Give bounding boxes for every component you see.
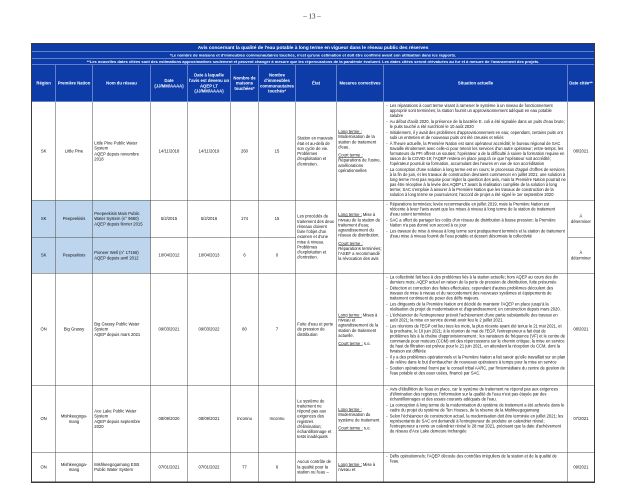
date-citee-cell: 08/2021 <box>568 102 595 201</box>
situation-item: - La conception à long terme de la modernisation du système de traitement a été achevée dans le cadre du projet du système de Ten Houses, de la réserve de la Mishkeegogamang <box>385 403 566 413</box>
table-row-mishkeegogamang-esb <box>32 452 595 482</box>
table-row-big-grassy <box>32 273 595 385</box>
date-cell: 07/01/2021 <box>151 452 188 482</box>
reseau-cell <box>93 452 151 482</box>
mesures-long-label: Long terme : <box>338 407 362 412</box>
col-header-situation-actuelle: Situation actuelle <box>384 65 568 102</box>
reseau-sub: AQEP depuis novembre 2018 <box>94 151 140 162</box>
region-cell: SK <box>32 102 56 201</box>
reseau-name: Peepeekisis Main Public Water System (n° 9660) <box>94 210 140 221</box>
date-aqep-cell: 14/11/2019 <box>188 102 231 201</box>
situation-cell <box>384 273 568 385</box>
maisons-cell: 260 <box>231 102 259 201</box>
situation-item: - Soutien opérationnel fourni par le conseil tribal AARC, par l'intermédiaire du centre de gestion de l'eau potable et des eaux usées, financé par SAC. <box>385 366 566 376</box>
immeubles-cell: 15 <box>259 200 296 237</box>
date-aqep-cell: 10/04/2013 <box>188 237 231 273</box>
situation-item: - Réparations terminées; levée recommandée en juillet 2019, mais la Première Nation est réticente à lever l'avis avant que les mises à niveau à long terme de la station de traitement d'eau soient terminées <box>385 202 566 217</box>
col-header-date-citee: Date citée** <box>568 65 595 102</box>
maisons-cell: 174 <box>231 200 259 237</box>
situation-item: - Au début d'août 2020, la présence de la bactérie E. coli a été signalée dans un puits d'eau brute; le puits touché a été surchloré le 10 août 2020 <box>385 120 566 130</box>
situation-item: - Les dirigeants de la Première Nation ont décidé de maintenir l'AQEP en place jusqu'à la réalisation du projet de modernisation et d'agrandissement; en construction depuis mars 2020. <box>385 302 566 312</box>
mesures-long-label: Long terme : <box>338 312 362 318</box>
region-cell: SK <box>32 237 56 273</box>
mesures-long-label: Long terme : <box>338 129 362 134</box>
immeubles-cell: 6 <box>259 452 296 482</box>
situation-item: - Défis opérationnels; l'AQEP découle des contrôles irréguliers de la station et de la qualité de l'eau. <box>385 454 566 464</box>
table-row-peepeekisis-main <box>32 200 595 237</box>
reseau-cell <box>93 237 151 273</box>
situation-item: - Les réparations à court terme visant à ramener le système à un niveau de fonctionnement approprié sont terminées; la station fournit un approvisionnement adéquat en eau potable salubre <box>385 104 566 119</box>
etat-cell: Fuite d'eau et perte de pression de distribution <box>296 273 337 385</box>
reseau-sub: AQEP depuis septembre 2020 <box>94 419 141 430</box>
etat-cell: Le système de traitement ne répond pas aux exigences des registres d'élimination; échantillonnage et tests inadéquats <box>296 385 337 452</box>
mesures-long-text: Mise à niveau et <box>338 461 376 472</box>
date-aqep-cell: 07/01/2022 <box>188 452 231 482</box>
banner-note-1: *Le nombre de maisons et d'immeubles communautaires touchés, n'est qu'une estimation et doit être confirmé avant son utilisation dans les rapports. <box>32 52 595 59</box>
date-cell: 08/09/2020 <box>151 385 188 452</box>
mesures-court-label: Court terme : <box>338 152 363 158</box>
date-aqep-cell: 09/03/2022 <box>188 273 231 385</box>
maisons-cell: 6 <box>231 237 259 273</box>
reseau-sub: AQEP depuis avril 2012 <box>94 255 139 261</box>
nation-cell: Peepeekisis <box>56 237 93 273</box>
situation-cell <box>384 385 568 452</box>
mesures-cell <box>337 385 384 452</box>
mesures-long-label: Long terme : <box>338 212 362 218</box>
situation-item: - Selon l'échéancier de construction actuel, la modernisation doit être terminée en juillet 2021; les représentants de SAC ont demandé à l'entrepreneur de produire un calendrier révisé; l'entrepreneur a remis un calendrier révisé le 28 mai 2021, précisant que la date d'achèvement du réseau d'Ace Lake demeure inchangée <box>385 414 566 434</box>
mesures-court-label: Court terme : <box>338 425 363 431</box>
situation-cell <box>384 200 568 273</box>
mesures-cell <box>337 102 384 201</box>
date-citee-cell: 09/2021 <box>568 452 595 482</box>
banner-title: Avis concernant la qualité de l'eau potable à long terme en vigueur dans le réseau public des réserves <box>32 44 595 52</box>
col-header-etat: État <box>296 65 337 102</box>
situation-item: - L'échéancier de l'entrepreneur prévoit l'achèvement d'une partie substantielle des travaux en août 2021; la mise en service devrait avoir lieu le 2 juillet 2021. <box>385 313 566 323</box>
mesures-long-text: Modernisation de la station de traitement d'eau. <box>338 134 377 150</box>
immeubles-cell: 15 <box>259 102 296 201</box>
mesures-court-label: Court terme : <box>338 240 363 246</box>
date-aqep-cell: 5/2/2016 <box>188 200 231 237</box>
situation-item: - Il y a des problèmes opérationnels et la Première Nation a fait savoir qu'elle travaillait sur un plan de relève dans le but d'embaucher de nouveaux opérateurs à temps pour la mise en service <box>385 355 566 365</box>
col-header-date: Date (JJ/MM/AAAA) <box>151 65 188 102</box>
immeubles-cell: 0 <box>259 237 296 273</box>
col-header-mesures-correctives: Mesures correctives <box>337 65 384 102</box>
reseau-sub: AQEP depuis mars 2021 <box>94 332 141 338</box>
mesures-court-text: s.o. <box>363 425 371 431</box>
reseau-name: Mishkeegogamang ESB Public Water System <box>94 461 140 472</box>
table-row-little-pine <box>32 102 595 201</box>
region-cell: SK <box>32 200 56 237</box>
date-citee-cell: À déterminer <box>568 237 595 273</box>
nation-cell: Mishkeegoga-mang <box>56 452 93 482</box>
reseau-name: Pioneer Well (n° 17156) <box>94 249 139 255</box>
banner-note-2: **Les nouvelles dates citées sont des estimations approximatives seulement et peuvent changer à mesure que les répercussions de la pandémie évoluent. Les dates citées seront réévaluées au fur et à mesure de l'avancement des projets. <box>32 58 595 65</box>
situation-cell <box>384 102 568 201</box>
situation-cell <box>384 452 568 482</box>
reseau-cell <box>93 102 151 201</box>
col-header-premiere-nation: Première Nation <box>56 65 93 102</box>
situation-item: - La collectivité fait face à des problèmes liés à la station actuelle; hors AQEP au cours des dix derniers mois; AQEP actuel en raison de la perte de pression de distribution, fuite présumée <box>385 275 566 285</box>
situation-item: - Les travaux de mise à niveau à long terme sont pratiquement terminés et la station de traitement d'eau mise à niveau fournit de l'eau potable et dessert désormais la collectivité <box>385 229 566 239</box>
col-header-date-aqep-lt: Date à laquelle l'avis est devenu un AQEP LT (JJ/MM/AAAA) <box>188 65 231 102</box>
column-header-row <box>32 65 595 102</box>
col-header-region: Région <box>32 65 56 102</box>
reseau-cell <box>93 385 151 452</box>
reseau-cell <box>93 273 151 385</box>
table-row-ace-lake <box>32 385 595 452</box>
mesures-long-label: Long terme : <box>338 461 362 467</box>
reseau-cell <box>93 200 151 237</box>
maisons-cell: Inconnu <box>231 385 259 452</box>
etat-cell: Aucun contrôle de la qualité pour la station ou l'eau – <box>296 452 337 482</box>
situation-item: - Avis d'ébullition de l'eau en place, car le système de traitement ne répond pas aux exigences d'élimination des registres; l'information sur la qualité de l'eau n'est pas étayée par des échantillonnages et des essais courants adéquats de l'eau. <box>385 387 566 402</box>
date-cell: 10/04/2012 <box>151 237 188 273</box>
situation-item: - Détection et correction des fuites effectuées; cependant d'autres problèmes découlent des travaux de mise à niveau et du raccordement des nouveaux systèmes et équipements de traitement continuent de poser des défis majeurs. <box>385 286 566 301</box>
date-citee-cell: À déterminer <box>568 200 595 237</box>
situation-item: - À l'heure actuelle, la Première Nation est sans opérateur accrédité; le bureau régional de SAC travaille étroitement avec celle-ci pour retenir les services d'un autre opérateur; entre-temps, les formateurs du PFI offrent un soutien; l'opérateur a de la difficulté à suivre la formation requise en raison de la COVID-19; l'AQEP restera en place jusqu'à ce que l'opérateur soit accrédité; l'opérateur poursuit sa formation, accumulant des heures en vue de son accréditation <box>385 142 566 167</box>
mesures-cell <box>337 200 384 273</box>
date-aqep-cell: 08/09/2021 <box>188 385 231 452</box>
nation-cell: Little Pine <box>56 102 93 201</box>
region-cell: ON <box>32 273 56 385</box>
nation-cell: Big Grassy <box>56 273 93 385</box>
date-citee-cell: 08/2021 <box>568 273 595 385</box>
mesures-court-label: Court terme : <box>338 341 363 346</box>
col-header-immeubles-touches: Nombre d'immeubles communautaires touchés* <box>259 65 296 102</box>
region-cell: ON <box>32 385 56 452</box>
water-advisory-table <box>31 43 595 483</box>
mesures-cell <box>337 273 384 385</box>
mesures-cell <box>337 452 384 482</box>
region-cell: ON <box>32 452 56 482</box>
date-citee-cell: 07/2021 <box>568 385 595 452</box>
etat-cell: Station en mauvais état et au-delà de son cycle de vie. Problèmes d'exploitation et d'entretien. <box>296 102 337 201</box>
page-number: – 13 – <box>303 13 321 21</box>
maisons-cell: 77 <box>231 452 259 482</box>
reseau-name: Ace Lake Public Water System <box>94 408 137 419</box>
banner-title-row <box>32 44 595 52</box>
date-cell: 09/03/2021 <box>151 273 188 385</box>
nation-cell: Mishkeegoga-mang <box>56 385 93 452</box>
mesures-long-text: Mises à niveau et agrandissement de la station de traitement actuelle. <box>338 312 379 338</box>
etat-cell: Les procédés de traitement des deux réseaux doivent faire l'objet d'un examen et d'une mise à niveau. Problèmes d'exploitation et d'entretien. <box>296 200 337 273</box>
mesures-court-text: Réparations de l'usine, améliorations opérationnelles <box>338 157 381 173</box>
immeubles-cell: Inconnu <box>259 385 296 452</box>
nation-cell: Peepeekisis <box>56 200 93 237</box>
mesures-long-text: Mise à niveau de la station de traitement d'eau; agrandissement du réseau de distribution. <box>338 212 381 238</box>
immeubles-cell: 7 <box>259 273 296 385</box>
date-cell: 5/2/2015 <box>151 200 188 237</box>
reseau-name: Big Grassy Public Water System <box>94 321 140 332</box>
reseau-sub: AQEP depuis février 2015 <box>94 221 143 227</box>
col-header-maisons-touchees: Nombre de maisons touchées* <box>231 65 259 102</box>
mesures-court-text: Réparations terminées; l'ASEF a recommandé la révocation des avis <box>338 245 382 262</box>
date-cell: 14/11/2018 <box>151 102 188 201</box>
mesures-court-text: s.o. <box>363 341 371 346</box>
situation-item: - Initialement, il y avait des problèmes d'approvisionnement en eau; cependant, certains puits ont subi un entretien et de nouveaux puits ont été creusés et reliés <box>385 131 566 141</box>
mesures-long-text: Modernisation du système de traitement <box>338 412 380 423</box>
col-header-nom-du-reseau: Nom du réseau <box>93 65 151 102</box>
situation-item: - La conception d'une solution à long terme est en cours; le processus d'appel d'offres de services à la fin de juin, et les travaux de construction devraient commencer en juillet 2021; une solution à long terme n'est pas requise pour régler la question des avis, mais la Première Nation pourrait ne pas être réceptive à la levée des AQEP LT avant la réalisation complète de la solution à long terme; SAC s'emploie à assurer à la Première Nation que les travaux de construction de la solution à long terme se poursuivront; l'accord de projet a été signé le 1er septembre 2020 <box>385 168 566 198</box>
reseau-name: Little Pine Public Water System <box>94 140 138 151</box>
situation-item: - Les réunions de l'EGP ont lieu tous les mois, la plus récente ayant été tenue le 21 mai 2021, et la prochaine, le 10 juin 2021; à la réunion de mai de l'EGP, l'entrepreneur a fait état de problèmes liés à la chaîne d'approvisionnement : les variateurs de fréquence (VF) et le centre de commande pour moteurs (CCM) ont des répercussions sur le chemin critique; la mise en service du haut de filtration est prévue pour le 21 juin 2021, en attendant la réception du CCM, dont la livraison est différée <box>385 324 566 354</box>
maisons-cell: 80 <box>231 273 259 385</box>
situation-item: - SAC a offert de partager les coûts d'un réseau de distribution à basse pression; la Première Nation n'a pas donné son accord à ce jour <box>385 218 566 228</box>
